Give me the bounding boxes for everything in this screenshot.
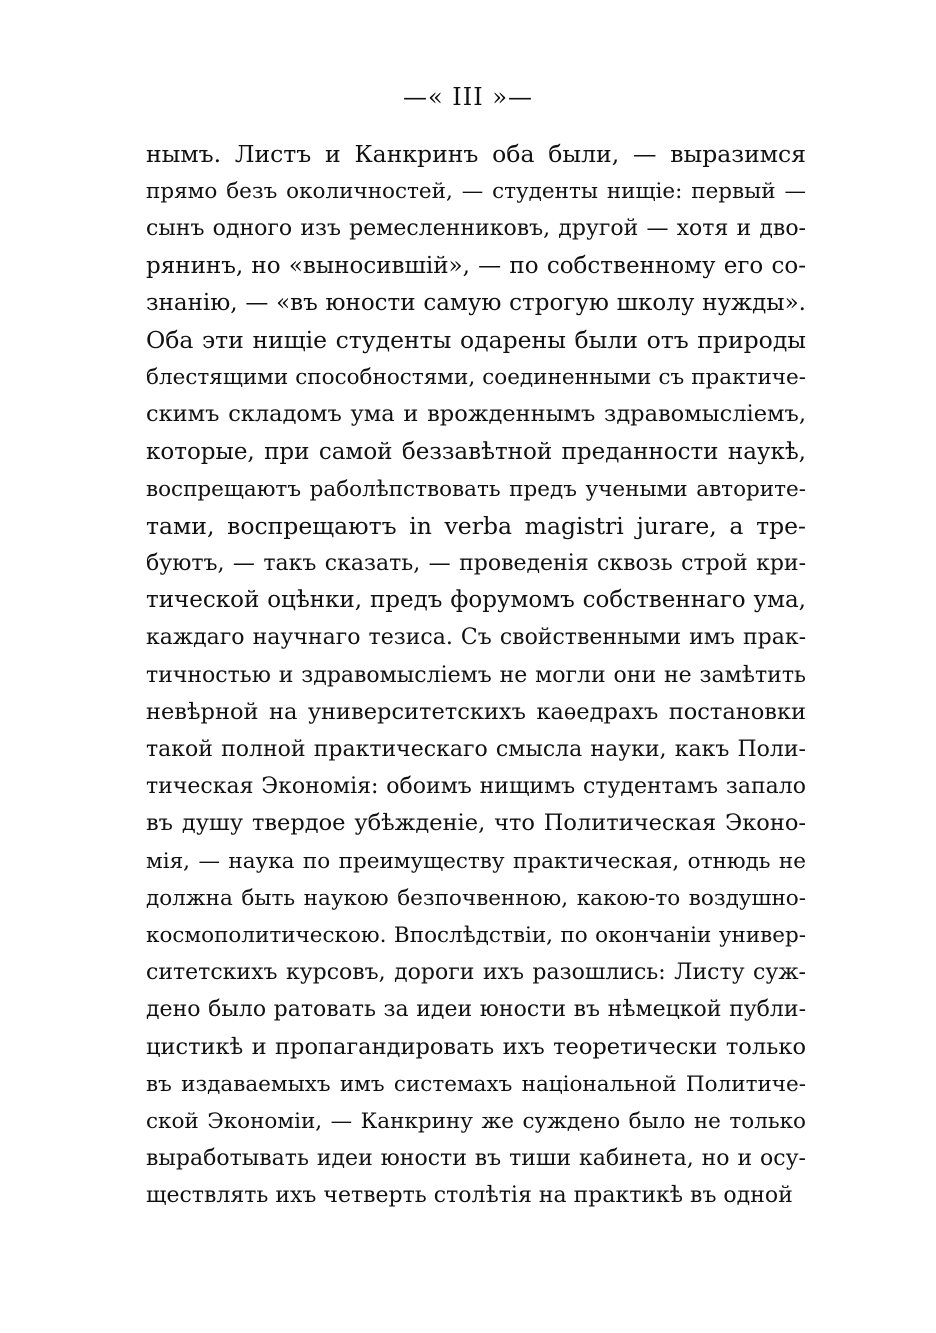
text-line: ситетскихъ курсовъ, дороги ихъ разошлись: Листу суж-: [146, 960, 806, 986]
page-number: —« III »—: [402, 83, 534, 111]
text-line: Оба эти нищіе студенты одарены были отъ природы: [146, 325, 806, 354]
text-line: воспрещаютъ раболѣпствовать предъ учеными авторите-: [146, 476, 806, 502]
text-line: прямо безъ околичностей, — студенты нищіе: первый —: [146, 179, 806, 205]
text-line: буютъ, — такъ сказать, — проведенія сквозь строй кри-: [146, 551, 806, 577]
text-line: тами, воспрещаютъ in verba magistri jurare, а тре-: [146, 511, 806, 540]
text-line: въ душу твердое убѣжденіе, что Политическая Эконо-: [146, 810, 806, 837]
text-line: тической оцѣнки, предъ форумомъ собственнаго ума,: [146, 587, 806, 614]
text-line: сынъ одного изъ ремесленниковъ, другой — хотя и дво-: [146, 216, 806, 242]
text-line: рянинъ, но «выносившій», — по собственному его со-: [146, 252, 806, 279]
text-line: скимъ складомъ ума и врожденнымъ здравомысліемъ,: [146, 401, 806, 428]
text-line: невѣрной на университетскихъ каѳедрахъ постановки: [146, 698, 806, 725]
body-text: [146, 136, 806, 1214]
text-line: которые, при самой беззавѣтной преданности наукѣ,: [146, 438, 806, 465]
text-line: должна быть наукою безпочвенною, какою-то воздушно-: [146, 885, 806, 911]
text-line: ществлять ихъ четверть столѣтія на практикѣ въ одной: [146, 1183, 793, 1209]
text-line: блестящими способностями, соединенными съ практиче-: [146, 365, 806, 391]
text-line: тическая Экономія: обоимъ нищимъ студентамъ запало: [146, 774, 806, 800]
text-line: цистикѣ и пропагандировать ихъ теоретически только: [146, 1033, 806, 1060]
text-line: космополитическою. Впослѣдствіи, по окончаніи универ-: [146, 922, 806, 948]
text-line: тичностью и здравомысліемъ не могли они не замѣтить: [146, 662, 806, 688]
text-line: знанію, — «въ юности самую строгую школу нужды».: [146, 289, 806, 316]
text-line: нымъ. Листъ и Канкринъ оба были, — выразимся: [146, 140, 806, 168]
text-line: мія, — наука по преимуществу практическая, отнюдь не: [146, 848, 806, 874]
text-line: ской Экономіи, — Канкрину же суждено было не только: [146, 1108, 806, 1134]
text-line: дено было ратовать за идеи юности въ нѣмецкой публи-: [146, 997, 806, 1023]
text-line: каждаго научнаго тезиса. Съ свойственными имъ прак-: [146, 625, 806, 651]
text-line: выработывать идеи юности въ тиши кабинета, но и осу-: [146, 1146, 806, 1172]
text-line: въ издаваемыхъ имъ системахъ національной Политиче-: [146, 1071, 806, 1097]
text-line: такой полной практическаго смысла науки, какъ Поли-: [146, 737, 806, 762]
